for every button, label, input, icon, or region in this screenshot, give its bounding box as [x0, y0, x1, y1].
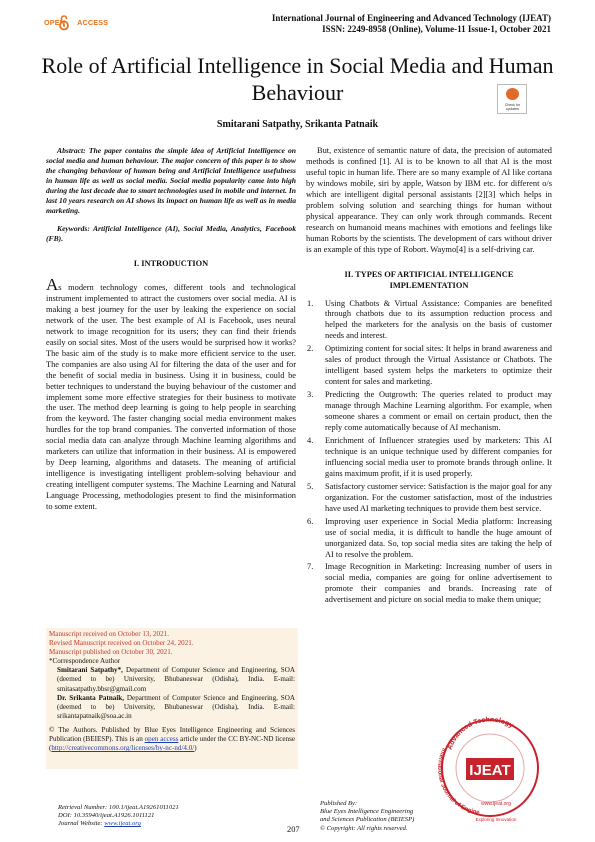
list-item-text: Enrichment of Influencer strategies used by marketers: This AI technique is an unique technique used by different companies for influencing social media user to promote brands through online. It gains maximum profit, if it is used properly. [325, 435, 552, 478]
journal-issn: ISSN: 2249-8958 (Online), Volume-11 Issue-1, October 2021 [322, 24, 551, 34]
left-column [46, 146, 296, 513]
publisher-line2: and Sciences Publication (BEIESP) [320, 816, 415, 824]
manuscript-notes-box [46, 628, 298, 769]
check-for-updates-badge[interactable] [497, 84, 527, 114]
list-item [306, 344, 552, 388]
list-item-number: 1. [307, 298, 314, 308]
list-item [306, 517, 552, 561]
list-item [306, 562, 552, 606]
ijeat-logo-url: www.ijeat.org [481, 801, 511, 807]
author1-affiliation [49, 666, 295, 693]
keywords-text: Artificial Intelligence (AI), Social Media, Analytics, Facebook (FB). [46, 224, 296, 243]
section2-heading-line2: IMPLEMENTATION [389, 280, 469, 290]
open-access-logo [44, 14, 114, 32]
list-item [306, 390, 552, 434]
published-date: Manuscript published on October 30, 2021. [49, 648, 173, 657]
list-item-text: Satisfactory customer service: Satisfaction is the major goal for any organization. For the customer satisfaction, most of the industries have used AI marketing techniques to provide them best service. [325, 481, 552, 513]
author1-name: Smitarani Satpathy*, [57, 666, 123, 675]
journal-website-link[interactable]: www.ijeat.org [104, 820, 141, 828]
footer-right [320, 800, 414, 833]
license-text-3: ) [194, 744, 197, 753]
author2-details: Department of Computer Science and Engineering, SOA (deemed to be) University, Bhubaneswar (Odisha), India. E-mail: srikantapatnaik@soa.ac.in [57, 693, 295, 720]
ijeat-logo-text: IJEAT [469, 762, 511, 779]
doi: DOI: 10.35940/ijeat.A1926.1011121 [58, 812, 155, 820]
ijeat-ring-top-text: Advanced Technology [446, 716, 515, 751]
section-heading-types [306, 269, 552, 291]
journal-header [272, 13, 551, 35]
abstract [46, 146, 296, 216]
list-item-number: 4. [307, 435, 314, 445]
list-item-text: Optimizing content for social sites: It helps in brand awareness and sales of product through the Virtual Assistance or Chatbots. The intelligent based system helps the marketers to optimize their content for sales and marketing. [325, 344, 552, 387]
drop-cap: A [46, 275, 59, 294]
list-item-number: 7. [307, 562, 314, 572]
correspondence-note: *Correspondence Author [49, 657, 121, 666]
revised-date: Revised Manuscript received on October 24, 2021. [49, 639, 194, 648]
footer-left [58, 804, 179, 829]
abstract-text: The paper contains the simple idea of Artificial Intelligence on social media and human behaviour. The major concern of this paper is to show the changing behaviour of human being and Artificial Intelligence usefulness in human life as well as social media. Social media popularity came into high during the last decade due to smart technologies used in mobile and internet. In last 10 years research on AI shows its impact on human life as well as in media marketing. [46, 146, 296, 215]
keywords [46, 224, 296, 244]
section-heading-introduction: I. INTRODUCTION [133, 259, 209, 268]
license-text-2: article under the CC BY-NC-ND license ( [49, 735, 295, 753]
paper-authors: Smitarani Satpathy, Srikanta Patnaik [216, 119, 379, 130]
abstract-label: Abstract: [57, 146, 86, 155]
retrieval-number: Retrieval Number: 100.1/ijeat.A19261011021 [58, 804, 179, 811]
license-text-1: © The Authors. Published by Blue Eyes Intelligence Engineering and Sciences Publication (BEIESP). This is an [49, 725, 295, 744]
list-item-text: Improving user experience in Social Media platform: Increasing use of social media, it is difficult to handle the huge amount of unorganized data. So, top social media sites are taking the help of AI to resolve the problem. [325, 516, 552, 559]
list-item [306, 299, 552, 343]
journal-website [58, 820, 179, 828]
list-item [306, 482, 552, 515]
oa-logo-left-text: OPEN [44, 18, 66, 27]
ai-types-list [306, 299, 552, 607]
list-item [306, 436, 552, 480]
introduction-paragraph [46, 275, 296, 513]
list-item-text: Image Recognition in Marketing: Increasing number of users in social media, companies are going for online advertisement to promote their companies and brands. Increasing rate of advertisement and picture on social media to make them unique; [325, 562, 552, 605]
author1-details: Department of Computer Science and Engineering, SOA (deemed to be) University, Bhubaneswar (Odisha), India. E-mail: smitasatpathy.bbsr@gmail.com [57, 666, 295, 693]
check-for-updates-icon [506, 88, 519, 100]
author2-affiliation [49, 694, 295, 721]
ijeat-logo-tagline: Exploring Innovation [475, 817, 517, 822]
page-number: 207 [287, 825, 300, 834]
publisher-line1: Blue Eyes Intelligence Engineering [320, 808, 414, 816]
license-url-link[interactable]: http://creativecommons.org/licenses/by-nc-nd/4.0/ [51, 744, 195, 753]
oa-logo-right-text: ACCESS [77, 18, 109, 27]
intro-continuation-paragraph: But, existence of semantic nature of data, the precision of automated methods is confined [1]. AI is to be known to all that AI is the most useful topic in human life. There are so many example of AI like cortana by windows mobile, siri by apple, Watson by IBM etc. for different o/s which are intelligent digital personal assistants [2][3] which helps in problem solving solution and searching things for human without physical appearance. They can only work through commands. Recent research on humanoid means machines with emotions and feelings like human Roborts by the scientists. The development of cars without driver is an example of this type of Robort. Waymo[4] is a self-driving car. [306, 146, 552, 254]
check-for-updates-label: Check for updates [504, 103, 521, 111]
list-item-number: 6. [307, 516, 314, 526]
list-item-number: 3. [307, 390, 314, 400]
keywords-label: Keywords: [57, 224, 90, 233]
list-item-number: 2. [307, 344, 314, 354]
received-date: Manuscript received on October 13, 2021. [49, 630, 169, 638]
license-statement [49, 726, 295, 753]
journal-name: International Journal of Engineering and Advanced Technology (IJEAT) [271, 13, 551, 23]
ijeat-logo [430, 706, 548, 824]
list-item-text: Using Chatbots & Virtual Assistance: Companies are benefited through chatbots due to its assumption reduction process and helped the marketers for the analysis on the basis of customer needs and interest. [325, 298, 552, 341]
published-by: Published By: [320, 800, 358, 807]
right-column [306, 146, 552, 608]
website-label: Journal Website: [58, 820, 105, 828]
open-access-link[interactable]: open access [144, 735, 179, 744]
author2-name: Dr. Srikanta Patnaik, [57, 693, 125, 702]
ijeat-ring-left-text: International Journal of Engine [436, 746, 480, 817]
copyright: © Copyright: All rights reserved. [320, 824, 408, 832]
section2-heading-line1: II. TYPES OF ARTIFICIAL INTELLIGENCE [344, 269, 514, 279]
list-item-number: 5. [307, 481, 314, 491]
introduction-text: s modern technology comes, different tools and technological instrument implemented to attract the customers over social media. AI is making a best journey for the user by leaking the experience on social network of the user. The best example of AI is Facebook, uses neural network to image recognition for its users; they can find their friends easily on social sites. Most of the users would be surprised how it works? The basic aim of the study is to make more efficient service to the user. The companies are also using AI for filtering the data of the user and for the benefit of social media in business. Using it in business, could be better techniques to understand the buying behaviour of the customer and implement some more effective strategies for their business to motivate the user. The method deep learning is going to help people in searching from the keyword. The faster changing social media environment makes hurdles for the top brand companies. The converted information of those social media data can analyze through Machine learning algorithms and marketers can utilize that information in their business. AI is empowered by Deep learning, algorithms and datasets. The meaning of artificial intelligence is investigating intelligent problem-solving behaviour and creating intelligent computer systems. The Machine Learning and Natural Language Processing, methodologies present to find the misinformation to some extent. [46, 283, 296, 512]
list-item-text: Predicting the Outgrowth: The queries related to product may manage through Machine Learning algorithm. For example, when someone shares a comment or email on certain product, then the reply come automatically because of AI mechanism. [325, 390, 552, 433]
paper-title: Role of Artificial Intelligence in Social Media and Human Behaviour [41, 53, 554, 105]
